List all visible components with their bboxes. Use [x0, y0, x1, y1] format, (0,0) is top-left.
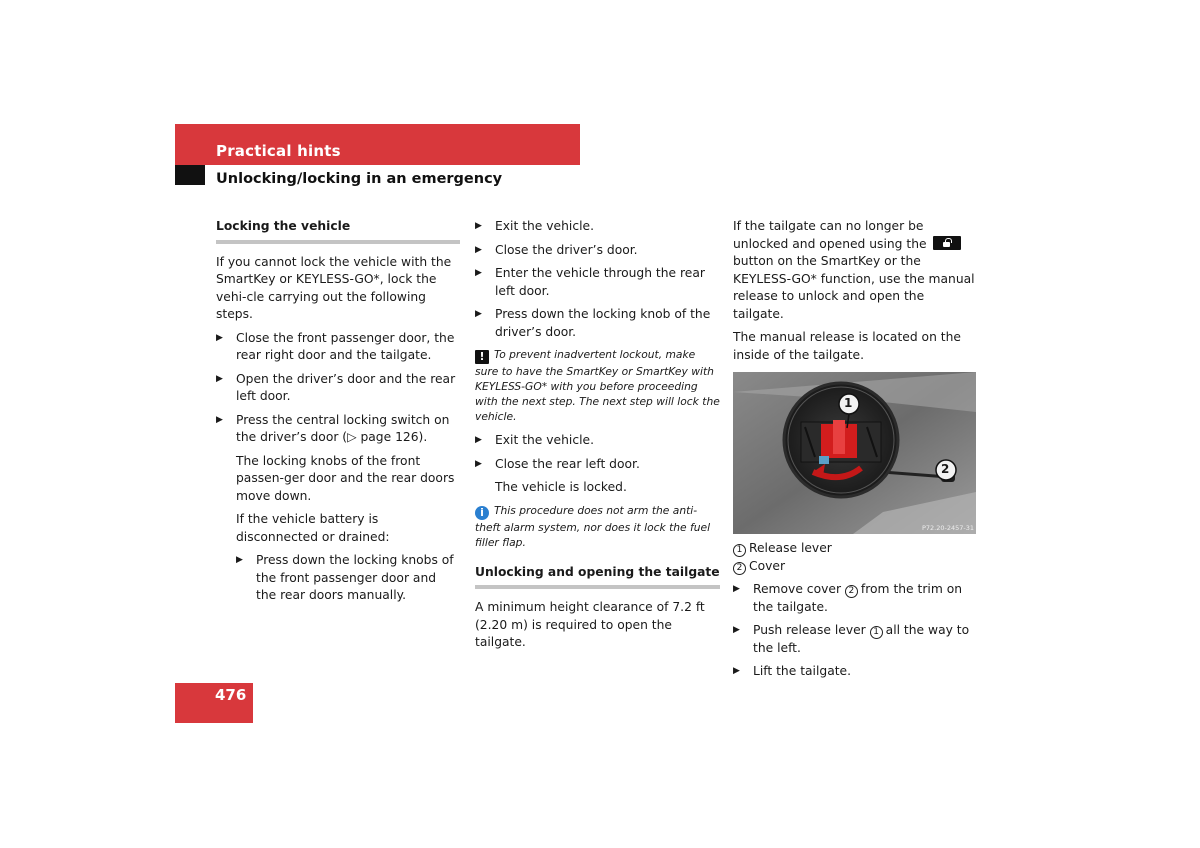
exclamation-icon: ! — [475, 350, 489, 364]
arrow-right-icon: ▶ — [475, 244, 482, 255]
step-press-switch: ▶ Press the central locking switch on the driver’s door (▷ page 126). — [216, 412, 450, 444]
arrow-right-icon: ▶ — [475, 221, 482, 231]
clearance-text: A minimum height clearance of 7.2 ft (2.20 m) is required to open the tailgate. — [475, 600, 705, 649]
arrow-right-icon: ▶ — [216, 373, 223, 384]
step-enter-rear: ▶ Enter the vehicle through the rear left door. — [475, 266, 705, 298]
section-heading-tailgate: Unlocking and opening the tailgate — [475, 564, 720, 590]
arrow-right-icon: ▶ — [475, 268, 482, 278]
legend-release-lever: 1 Release lever — [733, 540, 978, 558]
page-number-box — [175, 683, 253, 723]
step-lift-tailgate: ▶ Lift the tailgate. — [733, 663, 978, 681]
step-push-lever: ▶ Push release lever 1 all the way to the left. — [733, 623, 970, 655]
column-2 — [475, 218, 720, 658]
section-title: Practical hints — [216, 142, 341, 160]
result-locked: The vehicle is locked. — [495, 480, 627, 494]
tailgate-release-photo — [733, 372, 976, 534]
header-marker — [175, 165, 205, 185]
callout-1-label: 1 — [844, 396, 853, 410]
info-icon: i — [475, 506, 489, 520]
step-press-driver-knob: ▶ Press down the locking knob of the driver’s door. — [475, 307, 711, 339]
arrow-right-icon: ▶ — [733, 584, 740, 594]
arrow-right-icon: ▶ — [733, 625, 740, 635]
info-note: i This procedure does not arm the anti-theft alarm system, nor does it lock the fuel filler flap. — [475, 503, 711, 549]
step-close-rear-door: ▶ Close the rear left door. — [475, 456, 720, 474]
header-bar — [175, 124, 580, 165]
arrow-right-icon: ▶ — [216, 332, 223, 343]
release-location: The manual release is located on the inside of the tailgate. — [733, 330, 961, 362]
unlock-icon — [933, 236, 961, 250]
step-open-doors: ▶ Open the driver’s door and the rear left door. — [216, 371, 456, 403]
legend-cover: 2 Cover — [733, 558, 978, 576]
arrow-right-icon: ▶ — [236, 555, 243, 565]
step-press-knobs: ▶ Press down the locking knobs of the front passenger door and the rear doors manually. — [236, 553, 454, 602]
page-subtitle: Unlocking/locking in an emergency — [216, 171, 503, 187]
page-number: 476 — [215, 686, 247, 704]
step-exit-again: ▶ Exit the vehicle. — [475, 432, 720, 450]
arrow-right-icon: ▶ — [733, 666, 740, 676]
column-3 — [733, 218, 978, 687]
step-exit-vehicle: ▶ Exit the vehicle. — [475, 218, 720, 236]
step-remove-cover: ▶ Remove cover 2 from the trim on the tailgate. — [733, 582, 963, 614]
warning-note: ! To prevent inadvertent lockout, make sure to have the SmartKey or SmartKey with KEYLESS-GO* with you before proceeding with the next step. The next step will lock the vehicle. — [475, 348, 720, 423]
tailgate-intro: If the tailgate can no longer be unlocked and opened using the button on the SmartKey or the KEYLESS-GO* function, use the manual release to unlock and open the tailgate. — [733, 219, 975, 321]
result-knobs-down: The locking knobs of the front passen-ger door and the rear doors move down. — [236, 453, 455, 503]
intro-text: If you cannot lock the vehicle with the SmartKey or KEYLESS-GO*, lock the vehi-cle carrying out the following steps. — [216, 254, 452, 321]
section-heading-locking: Locking the vehicle — [216, 218, 460, 244]
callout-2-label: 2 — [941, 462, 950, 476]
step-close-doors: ▶ Close the front passenger door, the rear right door and the tailgate. — [216, 330, 455, 362]
column-1 — [216, 218, 460, 611]
arrow-right-icon: ▶ — [475, 309, 482, 319]
battery-condition: If the vehicle battery is disconnected or drained: — [236, 512, 390, 544]
arrow-right-icon: ▶ — [475, 435, 482, 445]
arrow-right-icon: ▶ — [216, 414, 223, 425]
arrow-right-icon: ▶ — [475, 458, 482, 469]
step-close-driver-door: ▶ Close the driver’s door. — [475, 242, 720, 260]
image-code: P72.20-2457-31 — [921, 524, 974, 532]
